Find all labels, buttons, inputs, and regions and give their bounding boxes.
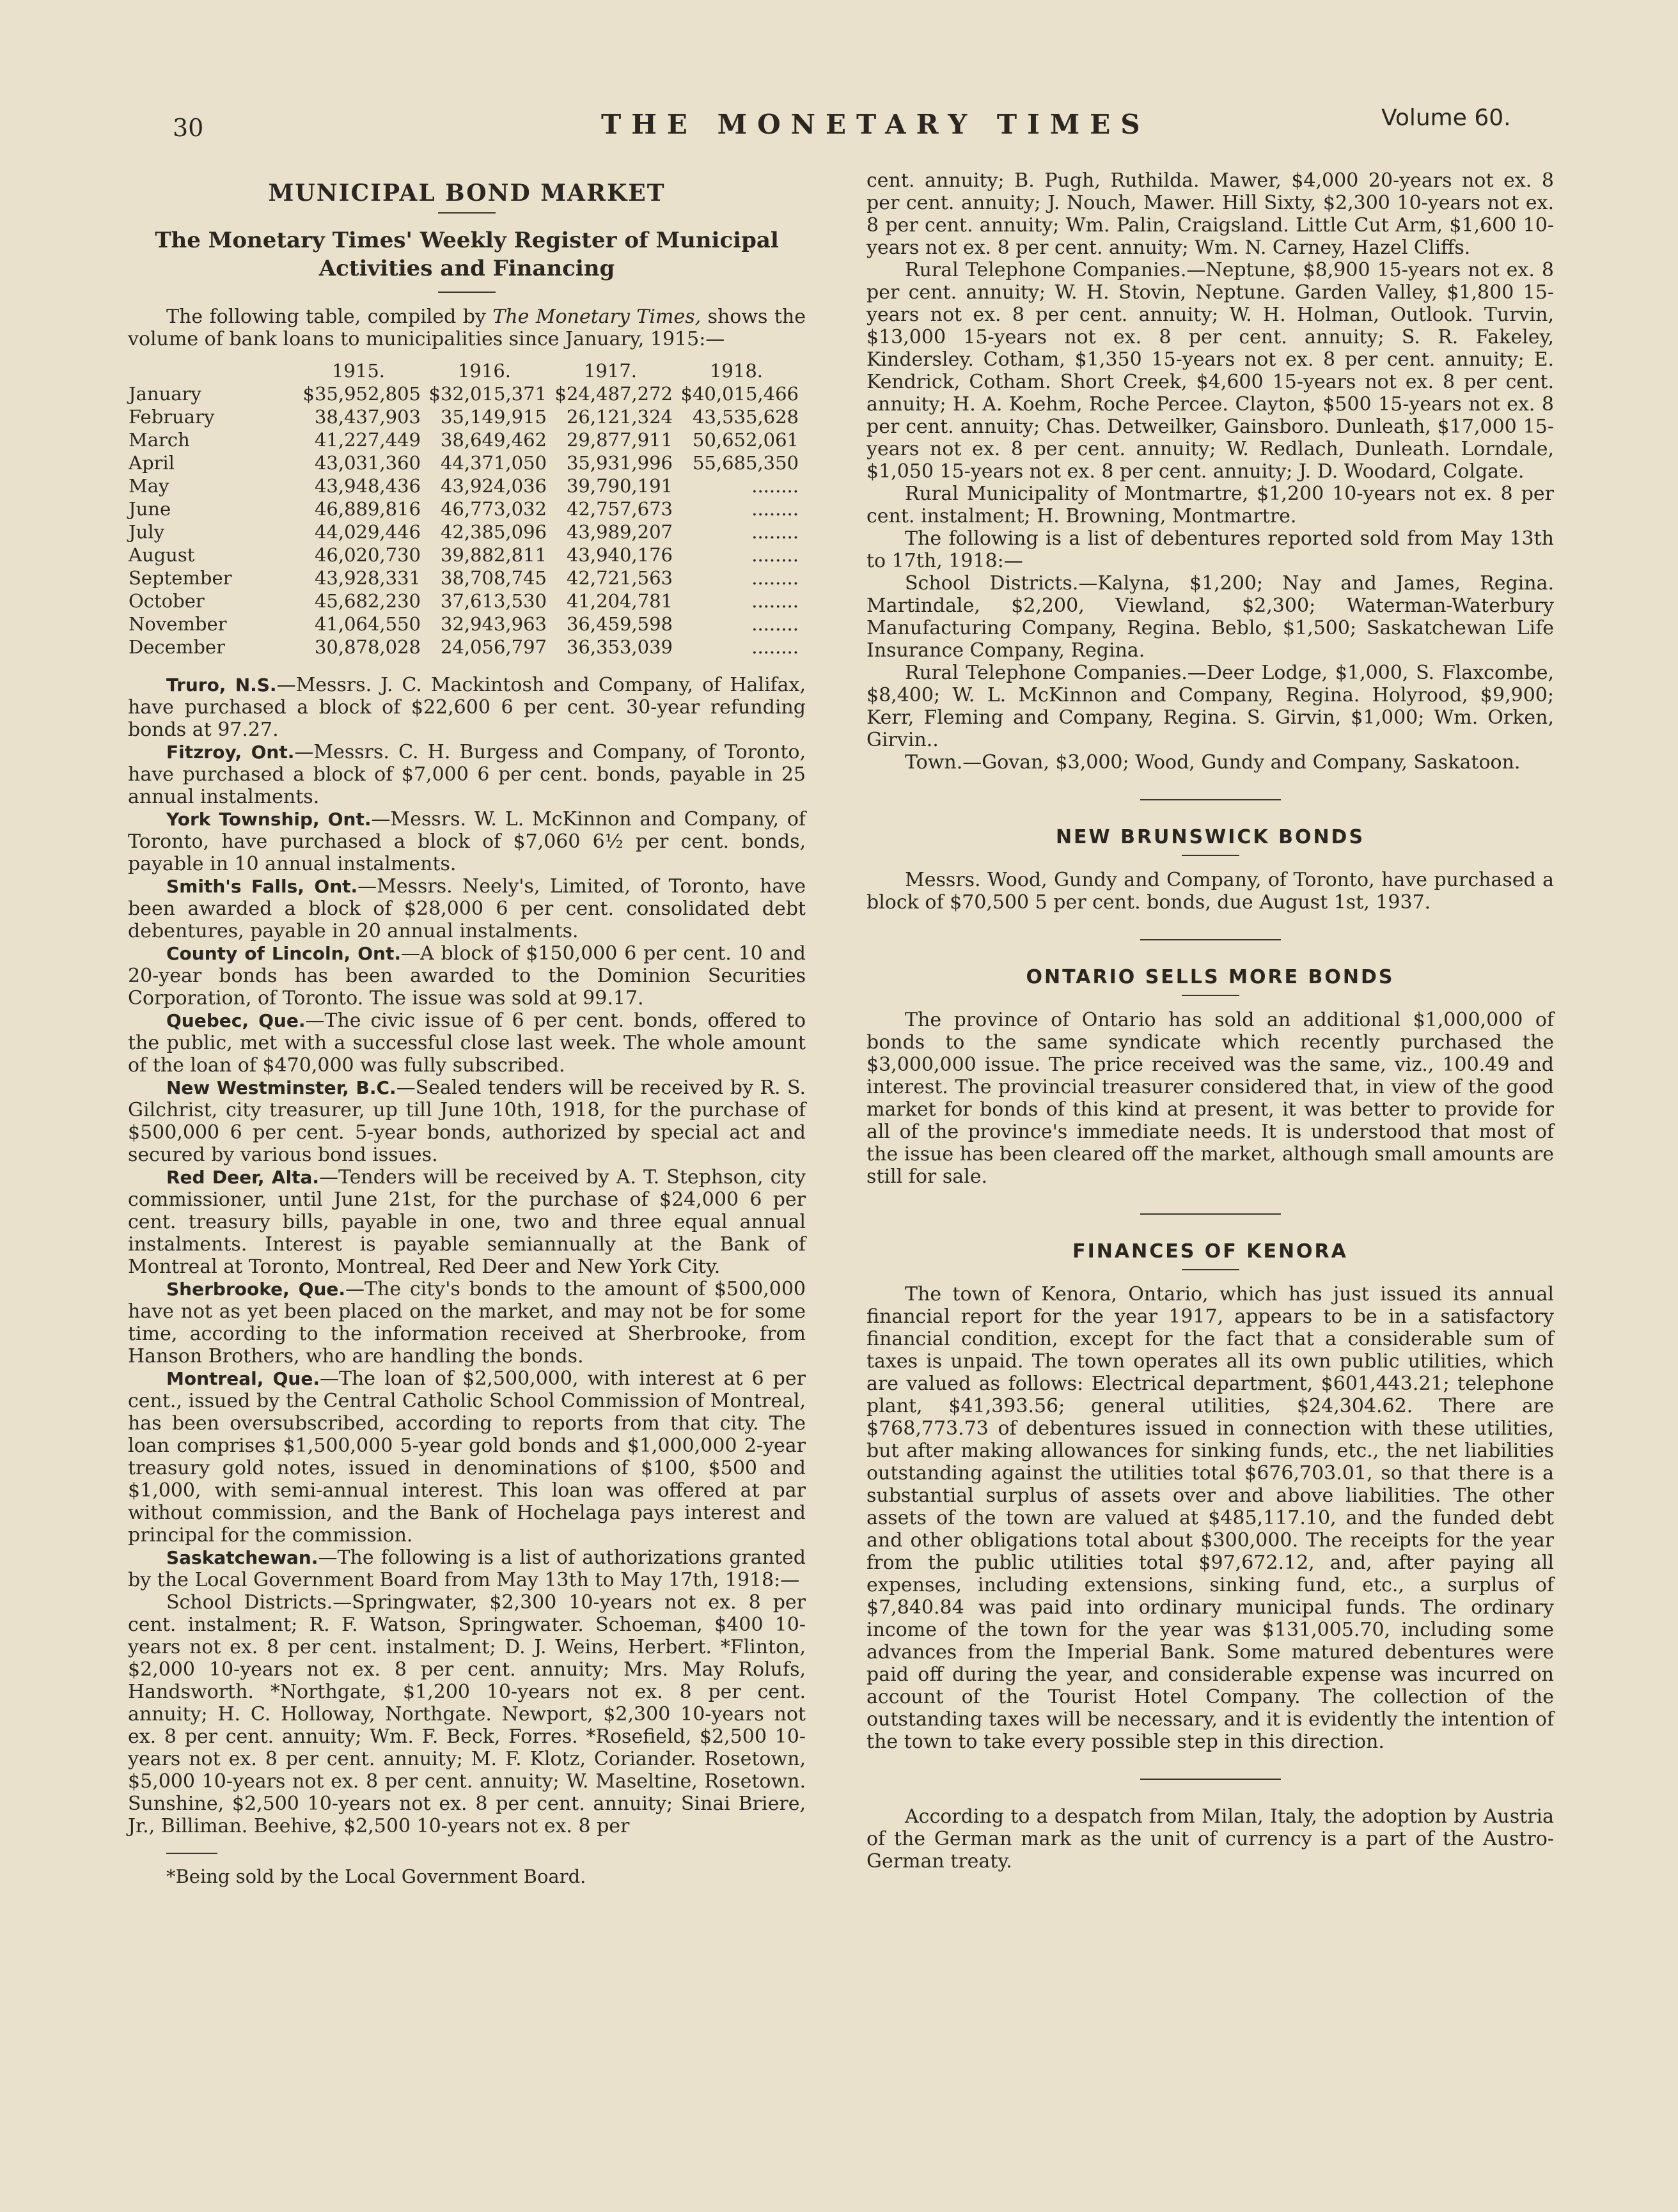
value-cell: 36,459,598 — [566, 613, 673, 635]
value-cell: 35,931,996 — [566, 452, 673, 474]
value-cell: 41,064,550 — [314, 613, 421, 635]
rural-telephone-list: Rural Telephone Companies.—Neptune, $8,900 15-years not ex. 8 per cent. annuity; W. H. Stovin, Neptune. Garden Valley, $1,800 15-years not ex. 8 per cent. annuity; W. H. Holman, Outlook. Turvin, $13,000 15-years not ex. 8 per cent. annuity; S. R. Fakeley, Kindersley. Cotham, $1,350 15-years not ex. 8 per cent. annuity; E. Kendrick, Cotham. Short Creek, $4,600 15-years not ex. 8 per cent. annuity; H. A. Koehm, Roche Percee. Clayton, $500 15-years not ex. 8 per cent. annuity; Chas. Detweilker, Gainsboro. Dunleath, $17,000 15-years not ex. 8 per cent. annuity; W. Redlach, Dunleath. Lorndale, $1,050 15-years not ex. 8 per cent. annuity; J. D. Woodard, Colgate. — [866, 259, 1554, 483]
value-cell: ........ — [751, 613, 799, 635]
month-cell: October — [129, 590, 205, 612]
month-cell: February — [129, 406, 215, 428]
news-item-saskatchewan: Saskatchewan.—The following is a list of authorizations granted by the Local Government Board from May 13th to May 17th, 1918:— — [128, 1546, 806, 1591]
value-cell: 30,878,028 — [314, 636, 421, 658]
value-cell: $40,015,466 — [680, 383, 799, 405]
table-row — [128, 589, 799, 612]
value-cell: ........ — [751, 498, 799, 520]
value-cell: 55,685,350 — [692, 452, 799, 474]
new-brunswick-heading: NEW BRUNSWICK BONDS — [1055, 826, 1365, 848]
value-cell: 43,989,207 — [566, 521, 673, 543]
value-cell: 36,353,039 — [566, 636, 673, 658]
month-cell: March — [129, 429, 190, 451]
kenora-text: The town of Kenora, Ontario, which has just issued its annual financial report for the year 1917, appears to be in a satisfactory financial condition, except for the fact that a considerable sum of taxes is unpaid. The town operates all its own public utilities, which are valued as follows: Electrical department, $601,443.21; telephone plant, $41,393.56; general utilities, $24,304.62. There are $768,773.73 of debentures issued in connection with these utilities, but after making allowances for sinking funds, etc., the net liabilities outstanding against the utilities total $676,703.01, so that there is a substantial surplus of assets over and above liabilities. The other assets of the town are valued at $485,117.10, and the funded debt and other obligations total about $300,000. The receipts for the year from the public utilities total $97,672.12, and, after paying all expenses, including extensions, sinking fund, etc., a surplus of $7,840.84 was paid into ordinary municipal funds. The ordinary income of the town for the year was $131,005.70, including some advances from the Imperial Bank. Some matured debentures were paid off during the year, and considerable expense was incurred on account of the Tourist Hotel Company. The collection of the outstanding taxes will be necessary, and it is evidently the intention of the town to take every possible step in this direction. — [866, 1283, 1554, 1753]
news-item-new-westminster: New Westminster, B.C.—Sealed tenders will be received by R. S. Gilchrist, city treasurer, up till June 10th, 1918, for the purchase of $500,000 6 per cent. 5-year bonds, authorized by special act and secured by various bond issues. — [128, 1077, 806, 1166]
new-brunswick-text: Messrs. Wood, Gundy and Company, of Toronto, have purchased a block of $70,500 5 per cent. bonds, due August 1st, 1937. — [866, 869, 1554, 914]
value-cell: ........ — [751, 567, 799, 589]
year-header: 1915. — [331, 360, 386, 382]
value-cell: $32,015,371 — [428, 383, 547, 405]
news-item-red-deer: Red Deer, Alta.—Tenders will be received by A. T. Stephson, city commissioner, until June 21st, for the purchase of $24,000 6 per cent. treasury bills, payable in one, two and three equal annual instalments. Interest is payable semiannually at the Bank of Montreal at Toronto, Montreal, Red Deer and New York City. — [128, 1166, 806, 1278]
month-cell: January — [129, 383, 201, 405]
year-header: 1918. — [709, 360, 764, 382]
debentures-school-districts: School Districts.—Kalyna, $1,200; Nay and James, Regina. Martindale, $2,200, Viewland, $2,300; Waterman-Waterbury Manufacturing Company, Regina. Beblo, $1,500; Saskatchewan Life Insurance Company, Regina. — [866, 572, 1554, 662]
news-item-smiths-falls: Smith's Falls, Ont.—Messrs. Neely's, Limited, of Toronto, have been awarded a block of $28,000 6 per cent. consolidated debt debentures, payable in 20 annual instalments. — [128, 875, 806, 942]
value-cell: 42,385,096 — [440, 521, 547, 543]
table-row — [128, 474, 799, 497]
divider — [1182, 995, 1239, 996]
table-header-row — [128, 359, 799, 382]
value-cell: 38,708,745 — [440, 567, 547, 589]
month-cell: June — [129, 498, 171, 520]
value-cell: 35,149,915 — [440, 406, 547, 428]
ontario-heading: ONTARIO SELLS MORE BONDS — [1026, 966, 1395, 988]
divider — [438, 292, 496, 293]
value-cell: 44,029,446 — [314, 521, 421, 543]
value-cell: $24,487,272 — [554, 383, 673, 405]
news-item-york-township: York Township, Ont.—Messrs. W. L. McKinnon and Company, of Toronto, have purchased a block of $7,060 6½ per cent. bonds, payable in 10 annual instalments. — [128, 808, 806, 875]
value-cell: 42,721,563 — [566, 567, 673, 589]
value-cell: 32,943,963 — [440, 613, 547, 635]
value-cell: $35,952,805 — [302, 383, 421, 405]
value-cell: 43,924,036 — [440, 475, 547, 497]
month-cell: December — [129, 636, 225, 658]
news-item-quebec: Quebec, Que.—The civic issue of 6 per cent. bonds, offered to the public, met with a successful close last week. The whole amount of the loan of $470,000 was fully subscribed. — [128, 1009, 806, 1077]
left-column — [128, 169, 806, 1888]
value-cell: 38,437,903 — [314, 406, 421, 428]
news-item-montreal: Montreal, Que.—The loan of $2,500,000, with interest at 6 per cent., issued by the Central Catholic School Commission of Montreal, has been oversubscribed, according to reports from that city. The loan comprises $1,500,000 5-year gold bonds and $1,000,000 2-year treasury gold notes, issued in denominations of $100, $500 and $1,000, with semi-annual interest. This loan was offered at par without commission, and the Bank of Hochelaga pays interest and principal for the commission. — [128, 1367, 806, 1546]
month-cell: May — [129, 475, 169, 497]
news-item-truro: Truro, N.S.—Messrs. J. C. Mackintosh and Company, of Halifax, have purchased a block of $22,600 6 per cent. 30-year refunding bonds at 97.27. — [128, 674, 806, 741]
divider — [1182, 1269, 1239, 1270]
month-cell: July — [129, 521, 164, 543]
divider — [1182, 855, 1239, 856]
divider — [1140, 1213, 1281, 1215]
milan-note: According to a despatch from Milan, Italy, the adoption by Austria of the German mark as the unit of currency is a part of the Austro-German treaty. — [866, 1805, 1554, 1873]
table-row — [128, 566, 799, 589]
table-row — [128, 382, 799, 405]
table-intro: The following table, compiled by The Monetary Times, shows the volume of bank loans to municipalities since January, 1915:— — [128, 306, 806, 350]
value-cell: 41,227,449 — [314, 429, 421, 451]
value-cell: 46,020,730 — [314, 544, 421, 566]
divider — [1140, 939, 1281, 940]
divider — [438, 212, 496, 214]
year-header: 1916. — [457, 360, 512, 382]
value-cell: 43,940,176 — [566, 544, 673, 566]
divider — [1140, 1779, 1281, 1780]
value-cell: 24,056,797 — [440, 636, 547, 658]
news-item-sherbrooke: Sherbrooke, Que.—The city's bonds to the amount of $500,000 have not as yet been placed on the market, and may not be for some time, according to the information received at Sherbrooke, from Hanson Brothers, who are handling the bonds. — [128, 1278, 806, 1367]
divider — [1140, 799, 1281, 800]
month-cell: August — [129, 544, 195, 566]
school-districts-list: School Districts.—Springwater, $2,300 10-years not ex. 8 per cent. instalment; R. F. Watson, Springwater. Schoeman, $400 10-years not ex. 8 per cent. instalment; D. J. Weins, Herbert. *Flinton, $2,000 10-years not ex. 8 per cent. annuity; Mrs. May Rolufs, Handsworth. *Northgate, $1,200 10-years not ex. 8 per cent. annuity; H. C. Holloway, Northgate. Newport, $2,300 10-years not ex. 8 per cent. annuity; Wm. F. Beck, Forres. *Rosefield, $2,500 10-years not ex. 8 per cent. annuity; M. F. Klotz, Coriander. Rosetown, $5,000 10-years not ex. 8 per cent. annuity; W. Maseltine, Rosetown. Sunshine, $2,500 10-years not ex. 8 per cent. annuity; Sinai Briere, Jr., Billiman. Beehive, $2,500 10-years not ex. 8 per — [128, 1591, 806, 1837]
footnote: *Being sold by the Local Government Board. — [166, 1865, 586, 1887]
page-number: 30 — [173, 114, 204, 142]
debentures-intro: The following is a list of debentures reported sold from May 13th to 17th, 1918:— — [866, 527, 1554, 572]
table-row — [128, 405, 799, 428]
value-cell: 43,948,436 — [314, 475, 421, 497]
page-header — [0, 102, 1678, 147]
table-row — [128, 543, 799, 566]
section-subtitle: The Monetary Times' Weekly Register of Municipal Activities and Financing — [155, 228, 779, 281]
value-cell: ........ — [751, 544, 799, 566]
debentures-town: Town.—Govan, $3,000; Wood, Gundy and Company, Saskatoon. — [905, 751, 1521, 774]
month-cell: April — [129, 452, 175, 474]
ontario-text: The province of Ontario has sold an additional $1,000,000 of bonds to the same syndicate which recently purchased the $3,000,000 issue. The price received was the same, viz., 100.49 and interest. The provincial treasurer considered that, in view of the good market for bonds of this kind at present, it was better to provide for all of the province's immediate needs. It is understood that most of the issue has been cleared off the market, although small amounts are still for sale. — [866, 1009, 1554, 1188]
year-header: 1917. — [583, 360, 638, 382]
table-row — [128, 451, 799, 474]
news-item-lincoln: County of Lincoln, Ont.—A block of $150,000 6 per cent. 10 and 20-year bonds has been awarded to the Dominion Securities Corporation, of Toronto. The issue was sold at 99.17. — [128, 942, 806, 1009]
table-row — [128, 497, 799, 520]
volume-label: Volume 60. — [1381, 105, 1511, 131]
value-cell: 43,535,628 — [692, 406, 799, 428]
month-cell: September — [129, 567, 232, 589]
bank-loans-table — [128, 359, 799, 658]
kenora-heading: FINANCES OF KENORA — [1072, 1240, 1348, 1263]
masthead: THE MONETARY TIMES — [601, 109, 1150, 140]
value-cell: 43,031,360 — [314, 452, 421, 474]
value-cell: 41,204,781 — [566, 590, 673, 612]
value-cell: 26,121,324 — [566, 406, 673, 428]
value-cell: 42,757,673 — [566, 498, 673, 520]
value-cell: 39,790,191 — [566, 475, 673, 497]
table-row — [128, 428, 799, 451]
right-column — [866, 169, 1554, 1873]
section-title: MUNICIPAL BOND MARKET — [268, 180, 666, 206]
table-row — [128, 520, 799, 543]
table-row — [128, 612, 799, 635]
value-cell: 43,928,331 — [314, 567, 421, 589]
value-cell: 46,773,032 — [440, 498, 547, 520]
list-continuation: cent. annuity; B. Pugh, Ruthilda. Mawer, $4,000 20-years not ex. 8 per cent. annuity; J. Nouch, Mawer. Hill Sixty, $2,300 10-years not ex. 8 per cent. annuity; Wm. Palin, Craigsland. Little Cut Arm, $1,600 10-years not ex. 8 per cent. annuity; Wm. N. Carney, Hazel Cliffs. — [866, 169, 1554, 259]
value-cell: 29,877,911 — [566, 429, 673, 451]
value-cell: ........ — [751, 521, 799, 543]
value-cell: 38,649,462 — [440, 429, 547, 451]
value-cell: 50,652,061 — [692, 429, 799, 451]
table-row — [128, 635, 799, 658]
value-cell: 45,682,230 — [314, 590, 421, 612]
value-cell: 46,889,816 — [314, 498, 421, 520]
value-cell: 44,371,050 — [440, 452, 547, 474]
news-item-fitzroy: Fitzroy, Ont.—Messrs. C. H. Burgess and Company, of Toronto, have purchased a block of $7,000 6 per cent. bonds, payable in 25 annual instalments. — [128, 741, 806, 808]
month-cell: November — [129, 613, 227, 635]
value-cell: 37,613,530 — [440, 590, 547, 612]
value-cell: 39,882,811 — [440, 544, 547, 566]
value-cell: ........ — [751, 636, 799, 658]
value-cell: ........ — [751, 475, 799, 497]
footnote-divider — [166, 1853, 217, 1854]
rural-municipality-item: Rural Municipality of Montmartre, $1,200 10-years not ex. 8 per cent. instalment; H. Browning, Montmartre. — [866, 483, 1554, 527]
debentures-rural-telephone: Rural Telephone Companies.—Deer Lodge, $1,000, S. Flaxcombe, $8,400; W. L. McKinnon and Company, Regina. Holyrood, $9,900; Kerr, Fleming and Company, Regina. S. Girvin, $1,000; Wm. Orken, Girvin.. — [866, 662, 1554, 751]
value-cell: ........ — [751, 590, 799, 612]
